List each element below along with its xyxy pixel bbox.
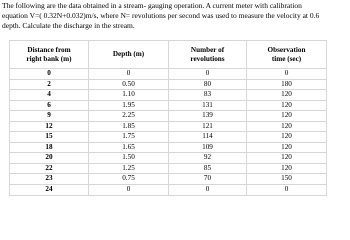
- table-cell: 1.65: [89, 142, 169, 153]
- table-cell: 4: [10, 90, 89, 101]
- table-cell: 9: [10, 111, 89, 122]
- header-observation-time: Observation time (sec): [247, 41, 327, 69]
- table-cell: 120: [247, 163, 327, 174]
- table-cell: 83: [169, 90, 247, 101]
- table-cell: 120: [247, 142, 327, 153]
- table-row: [10, 163, 327, 174]
- table-cell: 0: [247, 69, 327, 80]
- header-distance: Distance from right bank (m): [10, 41, 89, 69]
- table-cell: 70: [169, 174, 247, 185]
- table-cell: 1.95: [89, 100, 169, 111]
- table-cell: 0: [169, 69, 247, 80]
- table-row: [10, 153, 327, 164]
- table-cell: 121: [169, 121, 247, 132]
- table-cell: 180: [247, 79, 327, 90]
- problem-line: depth. Calculate the discharge in the stream.: [2, 21, 135, 30]
- table-cell: 0: [89, 185, 169, 196]
- table-cell: 1.85: [89, 121, 169, 132]
- table-cell: 15: [10, 132, 89, 143]
- problem-line: equation V=( 0.32N+0.032)m/s, where N= revolutions per second was used to measure the velocity at 0.6: [2, 11, 320, 20]
- table-cell: 120: [247, 132, 327, 143]
- table-cell: 131: [169, 100, 247, 111]
- table-cell: 0.75: [89, 174, 169, 185]
- table-cell: 80: [169, 79, 247, 90]
- header-revolutions: Number of revolutions: [169, 41, 247, 69]
- table-cell: 109: [169, 142, 247, 153]
- table-cell: 150: [247, 174, 327, 185]
- stream-gauging-table: [9, 40, 327, 196]
- table-row: [10, 174, 327, 185]
- table-row: [10, 185, 327, 196]
- table-row: [10, 142, 327, 153]
- header-depth: Depth (m): [89, 41, 169, 69]
- table-row: [10, 79, 327, 90]
- table-body: [10, 69, 327, 196]
- table-cell: 92: [169, 153, 247, 164]
- table-row: [10, 69, 327, 80]
- table-cell: 1.10: [89, 90, 169, 101]
- table-cell: 120: [247, 153, 327, 164]
- table-cell: 120: [247, 121, 327, 132]
- table-cell: 0: [247, 185, 327, 196]
- table-row: [10, 132, 327, 143]
- table-cell: 1.25: [89, 163, 169, 174]
- table-cell: 22: [10, 163, 89, 174]
- table-cell: 0: [89, 69, 169, 80]
- problem-statement: [2, 1, 348, 31]
- table-row: [10, 121, 327, 132]
- table-cell: 0: [10, 69, 89, 80]
- table-cell: 0: [169, 185, 247, 196]
- table-cell: 0.50: [89, 79, 169, 90]
- table-cell: 6: [10, 100, 89, 111]
- table-cell: 12: [10, 121, 89, 132]
- problem-line: The following are the data obtained in a stream- gauging operation. A current meter with calibration: [2, 1, 302, 10]
- table-cell: 120: [247, 111, 327, 122]
- table-cell: 2.25: [89, 111, 169, 122]
- table-row: [10, 90, 327, 101]
- table-cell: 1.75: [89, 132, 169, 143]
- table-cell: 18: [10, 142, 89, 153]
- table-cell: 120: [247, 100, 327, 111]
- table-header-row: [10, 41, 327, 69]
- table-cell: 23: [10, 174, 89, 185]
- table-cell: 139: [169, 111, 247, 122]
- table-cell: 85: [169, 163, 247, 174]
- table-row: [10, 100, 327, 111]
- table-cell: 2: [10, 79, 89, 90]
- table-cell: 20: [10, 153, 89, 164]
- table-row: [10, 111, 327, 122]
- table-cell: 120: [247, 90, 327, 101]
- table-cell: 24: [10, 185, 89, 196]
- table-cell: 114: [169, 132, 247, 143]
- table-cell: 1.50: [89, 153, 169, 164]
